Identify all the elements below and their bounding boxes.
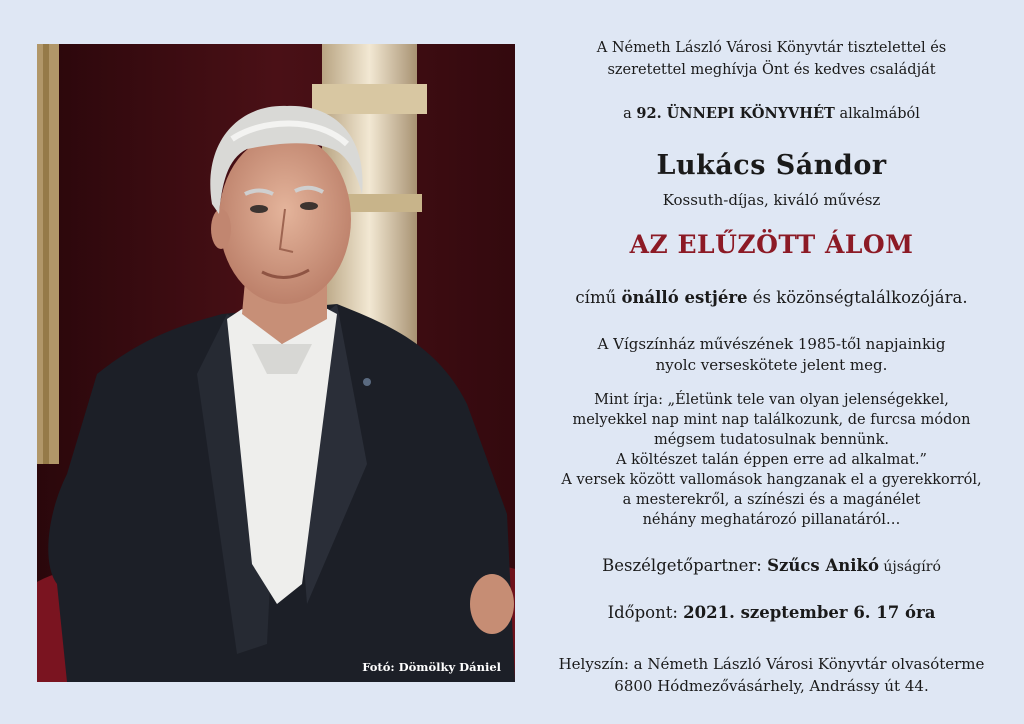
- partner-name: Szűcs Anikó: [767, 556, 879, 575]
- portrait-illustration: [37, 44, 515, 682]
- artist-subtitle: Kossuth-díjas, kiváló művész: [662, 191, 881, 209]
- desc-pre: című: [575, 288, 622, 307]
- time-line: [530, 603, 1013, 622]
- time-label: Időpont:: [607, 603, 684, 622]
- occasion-bold: 92. ÜNNEPI KÖNYVHÉT: [636, 105, 835, 122]
- occasion-pre: a: [623, 106, 637, 122]
- portrait-photo: [37, 44, 515, 682]
- partner-label: Beszélgetőpartner:: [602, 556, 768, 575]
- quote-line: néhány meghatározó pillanatáról…: [642, 512, 901, 528]
- venue-line-2: 6800 Hódmezővásárhely, Andrássy út 44.: [614, 677, 929, 695]
- photo-credit: Fotó: Dömölky Dániel: [362, 660, 501, 674]
- partner-role: újságíró: [878, 559, 941, 575]
- quote-line: melyekkel nap mint nap találkozunk, de furcsa módon: [572, 412, 971, 428]
- quote-line: Mint írja: „Életünk tele van olyan jelenségekkel,: [594, 392, 949, 408]
- event-title: AZ ELŰZÖTT ÁLOM: [629, 230, 914, 259]
- occasion-line: [530, 104, 1013, 124]
- quote-line: A versek között vallomások hangzanak el a gyerekkorról,: [561, 472, 982, 488]
- bio-line-2: nyolc verseskötete jelent meg.: [655, 356, 888, 374]
- desc-post: és közönségtalálkozójára.: [747, 288, 968, 307]
- artist-name: Lukács Sándor: [656, 150, 887, 181]
- invitation-text: [530, 0, 1013, 724]
- partner-line: [530, 556, 1013, 575]
- quote-line: A költészet talán éppen erre ad alkalmat.”: [616, 452, 927, 468]
- invite-line-2: szeretettel meghívja Önt és kedves családját: [607, 62, 936, 78]
- event-description: [530, 288, 1013, 307]
- occasion-post: alkalmából: [834, 106, 920, 122]
- time-value: 2021. szeptember 6. 17 óra: [683, 603, 936, 622]
- quote-line: a mesterekről, a színészi és a magánélet: [622, 492, 921, 508]
- desc-bold: önálló estjére: [621, 288, 748, 307]
- bio-line-1: A Vígszínház művészének 1985-től napjainkig: [597, 335, 946, 353]
- quote-line: mégsem tudatosulnak bennünk.: [653, 432, 890, 448]
- venue-line-1: Helyszín: a Németh László Városi Könyvtár olvasóterme: [558, 655, 985, 673]
- invite-line-1: A Németh László Városi Könyvtár tisztelettel és: [596, 40, 947, 56]
